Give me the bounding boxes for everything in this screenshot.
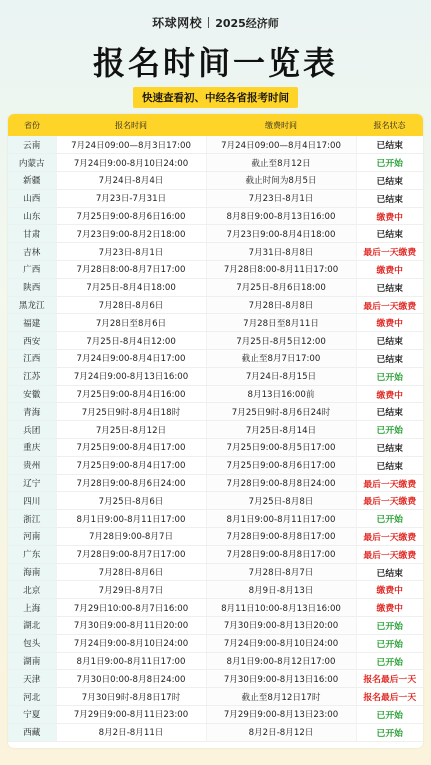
status-cell: 最后一天缴费 <box>356 474 423 492</box>
registration-time-cell: 7月25日9:00-8月4日17:00 <box>56 456 206 474</box>
payment-time-cell: 截止时间为8月5日 <box>206 172 356 190</box>
province-cell: 河北 <box>8 688 56 706</box>
registration-time-cell: 8月1日9:00-8月11日17:00 <box>56 510 206 528</box>
status-cell: 已结束 <box>356 278 423 296</box>
registration-time-cell: 7月23日9:00-8月2日18:00 <box>56 225 206 243</box>
table-row <box>8 563 423 581</box>
schedule-table <box>8 114 423 742</box>
province-cell: 宁夏 <box>8 706 56 724</box>
status-cell: 已开始 <box>356 652 423 670</box>
status-cell: 已结束 <box>356 189 423 207</box>
table-row <box>8 350 423 368</box>
province-cell: 浙江 <box>8 510 56 528</box>
registration-time-cell: 7月25日-8月6日 <box>56 492 206 510</box>
province-cell: 山东 <box>8 207 56 225</box>
payment-time-cell: 8月1日9:00-8月11日17:00 <box>206 510 356 528</box>
registration-time-cell: 7月25日9:00-8月6日16:00 <box>56 207 206 225</box>
province-cell: 黑龙江 <box>8 296 56 314</box>
payment-time-cell: 7月29日9:00-8月13日23:00 <box>206 706 356 724</box>
payment-time-cell: 8月2日-8月12日 <box>206 723 356 741</box>
table-row <box>8 474 423 492</box>
status-cell: 已结束 <box>356 439 423 457</box>
registration-time-cell: 7月30日9时-8月8日17时 <box>56 688 206 706</box>
status-cell: 已开始 <box>356 421 423 439</box>
registration-time-cell: 7月25日9:00-8月4日16:00 <box>56 385 206 403</box>
province-cell: 江苏 <box>8 367 56 385</box>
table-row <box>8 439 423 457</box>
table-row <box>8 367 423 385</box>
payment-time-cell: 7月25日9:00-8月5日17:00 <box>206 439 356 457</box>
province-cell: 四川 <box>8 492 56 510</box>
status-cell: 已结束 <box>356 332 423 350</box>
table-row <box>8 510 423 528</box>
table-row <box>8 332 423 350</box>
table-row <box>8 528 423 546</box>
province-cell: 包头 <box>8 634 56 652</box>
payment-time-cell: 截止至8月7日17:00 <box>206 350 356 368</box>
registration-time-cell: 7月24日9:00-8月10日24:00 <box>56 154 206 172</box>
table-row <box>8 670 423 688</box>
status-cell: 缴费中 <box>356 581 423 599</box>
column-header-status: 报名状态 <box>373 120 406 130</box>
table-row <box>8 723 423 741</box>
registration-time-cell: 7月28日至8月6日 <box>56 314 206 332</box>
status-cell: 已开始 <box>356 634 423 652</box>
status-cell: 已结束 <box>356 172 423 190</box>
payment-time-cell: 7月25日-8月8日 <box>206 492 356 510</box>
subtitle-wrap <box>0 86 431 108</box>
province-cell: 天津 <box>8 670 56 688</box>
table-row <box>8 688 423 706</box>
province-cell: 内蒙古 <box>8 154 56 172</box>
registration-time-cell: 8月2日-8月11日 <box>56 723 206 741</box>
status-cell: 已开始 <box>356 510 423 528</box>
table-row <box>8 314 423 332</box>
table-row <box>8 456 423 474</box>
payment-time-cell: 7月28日-8月7日 <box>206 563 356 581</box>
status-cell: 已结束 <box>356 403 423 421</box>
table-row <box>8 634 423 652</box>
table-row <box>8 652 423 670</box>
status-cell: 缴费中 <box>356 599 423 617</box>
registration-time-cell: 7月28日9:00-8月6日24:00 <box>56 474 206 492</box>
table-body <box>8 136 423 741</box>
status-cell: 已结束 <box>356 563 423 581</box>
payment-time-cell: 7月28日至8月11日 <box>206 314 356 332</box>
payment-time-cell: 7月24日-8月15日 <box>206 367 356 385</box>
province-cell: 江西 <box>8 350 56 368</box>
table-row <box>8 617 423 635</box>
table-row <box>8 545 423 563</box>
province-cell: 河南 <box>8 528 56 546</box>
subtitle-banner: 快速查看初、中经各省报考时间 <box>133 87 298 108</box>
payment-time-cell: 8月11日10:00-8月13日16:00 <box>206 599 356 617</box>
table-row <box>8 136 423 154</box>
exam-year-label: 2025经济师 <box>215 16 279 30</box>
status-cell: 已结束 <box>356 350 423 368</box>
payment-time-cell: 7月24日9:00-8月10日24:00 <box>206 634 356 652</box>
registration-time-cell: 7月28日8:00-8月7日17:00 <box>56 261 206 279</box>
payment-time-cell: 8月9日-8月13日 <box>206 581 356 599</box>
registration-time-cell: 7月23日-7月31日 <box>56 189 206 207</box>
table-header-row <box>8 114 423 136</box>
status-cell: 已开始 <box>356 154 423 172</box>
status-cell: 最后一天缴费 <box>356 528 423 546</box>
table-row <box>8 261 423 279</box>
province-cell: 吉林 <box>8 243 56 261</box>
province-cell: 云南 <box>8 136 56 154</box>
brand-logo: 环球网校 <box>152 16 203 30</box>
payment-time-cell: 7月28日9:00-8月8日17:00 <box>206 528 356 546</box>
province-cell: 安徽 <box>8 385 56 403</box>
registration-time-cell: 7月25日-8月12日 <box>56 421 206 439</box>
province-cell: 北京 <box>8 581 56 599</box>
table-row <box>8 385 423 403</box>
payment-time-cell: 8月1日9:00-8月12日17:00 <box>206 652 356 670</box>
registration-time-cell: 7月29日10:00-8月7日16:00 <box>56 599 206 617</box>
table-row <box>8 243 423 261</box>
status-cell: 缴费中 <box>356 314 423 332</box>
province-cell: 贵州 <box>8 456 56 474</box>
province-cell: 兵团 <box>8 421 56 439</box>
header <box>0 0 431 113</box>
payment-time-cell: 7月23日-8月1日 <box>206 189 356 207</box>
table-row <box>8 225 423 243</box>
province-cell: 广西 <box>8 261 56 279</box>
payment-time-cell: 7月25日9时-8月6日24时 <box>206 403 356 421</box>
registration-time-cell: 7月28日9:00-8月7日17:00 <box>56 545 206 563</box>
province-cell: 新疆 <box>8 172 56 190</box>
registration-time-cell: 7月25日-8月4日12:00 <box>56 332 206 350</box>
payment-time-cell: 7月30日9:00-8月13日20:00 <box>206 617 356 635</box>
province-cell: 上海 <box>8 599 56 617</box>
registration-time-cell: 7月29日9:00-8月11日23:00 <box>56 706 206 724</box>
table-row <box>8 581 423 599</box>
registration-time-cell: 7月24日9:00-8月4日17:00 <box>56 350 206 368</box>
table-row <box>8 207 423 225</box>
province-cell: 海南 <box>8 563 56 581</box>
column-header-registration-time: 报名时间 <box>115 120 147 130</box>
payment-time-cell: 7月25日-8月14日 <box>206 421 356 439</box>
payment-time-cell: 7月25日9:00-8月6日17:00 <box>206 456 356 474</box>
registration-time-cell: 7月28日9:00-8月7日 <box>56 528 206 546</box>
status-cell: 缴费中 <box>356 261 423 279</box>
bottom-strip <box>0 748 431 765</box>
registration-time-cell: 7月28日-8月6日 <box>56 296 206 314</box>
table-row <box>8 492 423 510</box>
status-cell: 缴费中 <box>356 207 423 225</box>
payment-time-cell: 8月13日16:00前 <box>206 385 356 403</box>
payment-time-cell: 截止至8月12日 <box>206 154 356 172</box>
registration-time-cell: 7月25日9时-8月4日18时 <box>56 403 206 421</box>
brand-line <box>0 14 431 31</box>
payment-time-cell: 7月25日-8月6日18:00 <box>206 278 356 296</box>
province-cell: 西安 <box>8 332 56 350</box>
table-row <box>8 154 423 172</box>
table-row <box>8 706 423 724</box>
registration-time-cell: 7月24日-8月4日 <box>56 172 206 190</box>
page-title: 报名时间一览表 <box>92 44 338 82</box>
column-header-province: 省份 <box>24 120 40 130</box>
registration-time-cell: 7月24日9:00-8月13日16:00 <box>56 367 206 385</box>
registration-time-cell: 7月25日-8月4日18:00 <box>56 278 206 296</box>
status-cell: 最后一天缴费 <box>356 545 423 563</box>
status-cell: 已结束 <box>356 136 423 154</box>
payment-time-cell: 8月8日9:00-8月13日16:00 <box>206 207 356 225</box>
status-cell: 已结束 <box>356 225 423 243</box>
status-cell: 报名最后一天 <box>356 688 423 706</box>
payment-time-cell: 7月28日9:00-8月8日24:00 <box>206 474 356 492</box>
payment-time-cell: 7月25日-8月5日12:00 <box>206 332 356 350</box>
province-cell: 重庆 <box>8 439 56 457</box>
province-cell: 福建 <box>8 314 56 332</box>
schedule-table-card <box>8 114 423 748</box>
payment-time-cell: 7月31日-8月8日 <box>206 243 356 261</box>
registration-time-cell: 7月24日9:00-8月10日24:00 <box>56 634 206 652</box>
table-row <box>8 172 423 190</box>
status-cell: 缴费中 <box>356 385 423 403</box>
status-cell: 最后一天缴费 <box>356 243 423 261</box>
province-cell: 湖南 <box>8 652 56 670</box>
registration-time-cell: 7月25日9:00-8月4日17:00 <box>56 439 206 457</box>
status-cell: 已开始 <box>356 617 423 635</box>
registration-time-cell: 8月1日9:00-8月11日17:00 <box>56 652 206 670</box>
status-cell: 报名最后一天 <box>356 670 423 688</box>
registration-time-cell: 7月23日-8月1日 <box>56 243 206 261</box>
table-row <box>8 189 423 207</box>
table-row <box>8 599 423 617</box>
payment-time-cell: 7月23日9:00-8月4日18:00 <box>206 225 356 243</box>
province-cell: 陕西 <box>8 278 56 296</box>
payment-time-cell: 7月24日09:00—8月4日17:00 <box>206 136 356 154</box>
province-cell: 广东 <box>8 545 56 563</box>
table-row <box>8 296 423 314</box>
registration-time-cell: 7月24日09:00—8月3日17:00 <box>56 136 206 154</box>
registration-time-cell: 7月28日-8月6日 <box>56 563 206 581</box>
status-cell: 已开始 <box>356 367 423 385</box>
status-cell: 已结束 <box>356 456 423 474</box>
province-cell: 山西 <box>8 189 56 207</box>
province-cell: 西藏 <box>8 723 56 741</box>
payment-time-cell: 7月30日9:00-8月13日16:00 <box>206 670 356 688</box>
status-cell: 最后一天缴费 <box>356 296 423 314</box>
table-row <box>8 421 423 439</box>
table-row <box>8 278 423 296</box>
column-header-payment-time: 缴费时间 <box>265 120 297 130</box>
payment-time-cell: 7月28日8:00-8月11日17:00 <box>206 261 356 279</box>
payment-time-cell: 7月28日-8月8日 <box>206 296 356 314</box>
status-cell: 最后一天缴费 <box>356 492 423 510</box>
registration-time-cell: 7月30日9:00-8月11日20:00 <box>56 617 206 635</box>
status-cell: 已开始 <box>356 723 423 741</box>
status-cell: 已开始 <box>356 706 423 724</box>
province-cell: 湖北 <box>8 617 56 635</box>
province-cell: 青海 <box>8 403 56 421</box>
registration-time-cell: 7月29日-8月7日 <box>56 581 206 599</box>
brand-divider <box>208 17 209 28</box>
province-cell: 辽宁 <box>8 474 56 492</box>
province-cell: 甘肃 <box>8 225 56 243</box>
table-row <box>8 403 423 421</box>
registration-time-cell: 7月30日0:00-8月8日24:00 <box>56 670 206 688</box>
payment-time-cell: 7月28日9:00-8月8日17:00 <box>206 545 356 563</box>
payment-time-cell: 截止至8月12日17时 <box>206 688 356 706</box>
